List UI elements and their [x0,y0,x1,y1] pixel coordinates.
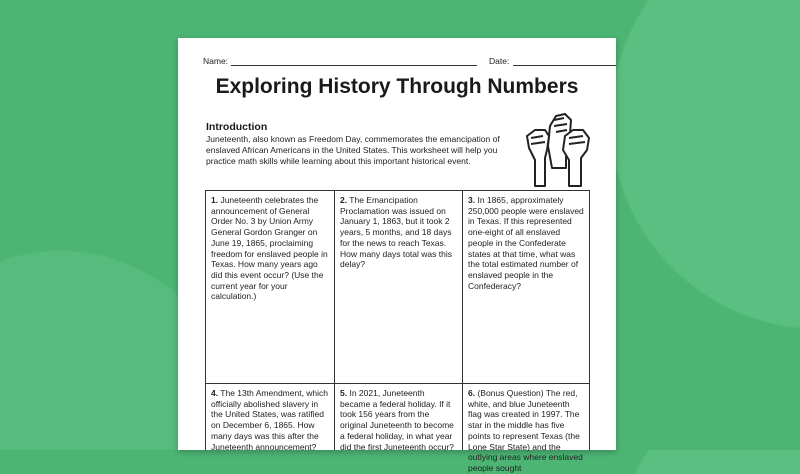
raised-fists-icon [523,108,593,188]
question-2: 2. The Emancipation Proclamation was issued on January 1, 1863, but it took 2 years, 5 months, and 18 days for the news to reach Texas. How many days total was this delay? [334,191,462,384]
question-1: 1. Juneteenth celebrates the announcement of General Order No. 3 by Union Army General Gordon Granger on June 19, 1865, proclaiming freedom for enslaved people in Texas. How many years ago did this event occur? (Use the current year for your calculation.) [206,191,334,384]
name-label: Name: [203,56,229,66]
date-label: Date: [489,56,510,66]
questions-grid [205,190,590,473]
question-4: 4. The 13th Amendment, which officially abolished slavery in the United States, was ratified on December 6, 1865. How many days was this after the Juneteenth announcement? [211,388,329,452]
question-6: 6. (Bonus Question) The red, white, and blue Juneteenth flag was created in 1997. The star in the middle has five points to represent Texas (the Lone Star State) and the outlying areas where enslaved people sought [462,384,589,450]
name-line [231,65,477,66]
intro-text: Juneteenth, also known as Freedom Day, commemorates the emancipation of enslaved African Americans in the United States. This worksheet will help you practice math skills while learning about this important historical event. [206,134,500,166]
worksheet-page [178,38,616,473]
intro-heading: Introduction [206,121,268,133]
question-3: 3. In 1865, approximately 250,000 people were enslaved in Texas. If this represented one-eight of all enslaved people in the Confederate states at that time, what was the total estimated number of enslaved people in the Confederacy? [462,191,589,384]
page-title: Exploring History Through Numbers [215,75,579,98]
date-line [513,65,616,66]
question-5: 5. In 2021, Juneteenth became a federal holiday. If it took 156 years from the original Juneteenth to become a federal holiday, in what year did the first Juneteenth occur? [334,384,462,450]
